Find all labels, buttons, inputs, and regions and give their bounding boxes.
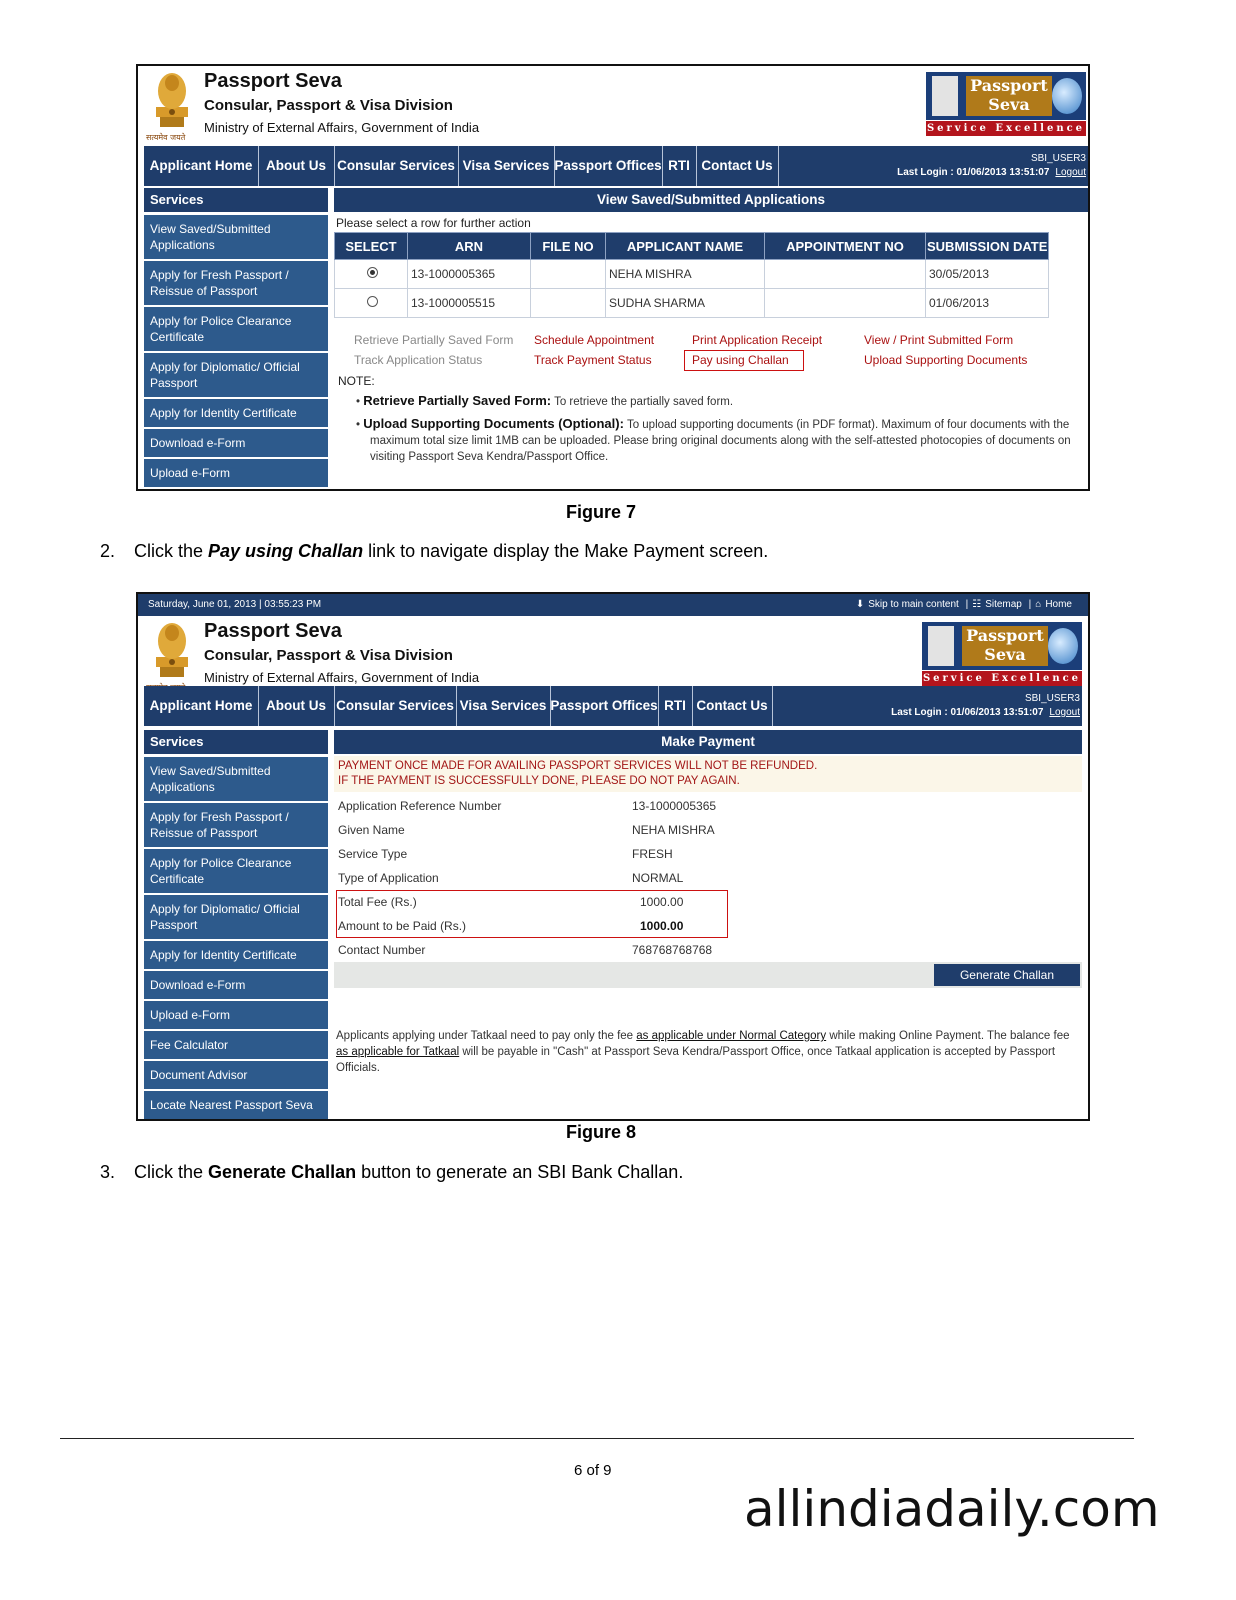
sidebar-item-download-eform[interactable]: Download e-Form <box>144 971 328 1001</box>
nav-contact-us[interactable]: Contact Us <box>696 146 779 186</box>
services-sidebar <box>144 188 328 489</box>
main-content <box>334 730 1082 1120</box>
sidebar-heading: Services <box>144 730 328 757</box>
link-pay-using-challan[interactable]: Pay using Challan <box>684 350 804 371</box>
passport-seva-logo <box>922 622 1082 686</box>
page-title: View Saved/Submitted Applications <box>334 188 1088 212</box>
note-title: Retrieve Partially Saved Form: <box>363 393 552 408</box>
field-row <box>334 938 1082 962</box>
field-row <box>334 842 1082 866</box>
refund-warning <box>334 756 1082 792</box>
services-sidebar <box>144 730 328 1121</box>
nav-passport-offices[interactable]: Passport Offices <box>550 686 659 726</box>
field-label: Contact Number <box>338 943 426 957</box>
sidebar-item-view-saved[interactable]: View Saved/Submitted Applications <box>144 757 328 803</box>
link-print-receipt[interactable]: Print Application Receipt <box>692 333 823 347</box>
last-login-time: 01/06/2013 13:51:07 <box>950 707 1044 718</box>
field-label: Amount to be Paid (Rs.) <box>338 919 467 933</box>
sitemap-icon: ☷ <box>972 599 982 610</box>
sidebar-item-identity-certificate[interactable]: Apply for Identity Certificate <box>144 941 328 971</box>
top-utility-bar: Saturday, June 01, 2013 | 03:55:23 PM ⬇ Skip to main content | ☷ Sitemap | ⌂ Home <box>138 594 1088 616</box>
step-2-number: 2. <box>100 541 116 561</box>
sidebar-item-police-clearance[interactable]: Apply for Police Clearance Certificate <box>144 307 328 353</box>
username: SBI_USER3 <box>1024 693 1080 704</box>
field-row <box>334 866 1082 890</box>
field-label: Given Name <box>338 823 405 837</box>
user-info <box>897 152 1086 180</box>
figure-8-screenshot <box>136 592 1090 1121</box>
division-name: Consular, Passport & Visa Division <box>204 647 453 664</box>
row-appointment <box>765 289 926 318</box>
step-2-text: Click the Pay using Challan link to navigate display the Make Payment screen. <box>134 541 769 561</box>
field-value: 13-1000005365 <box>632 799 717 813</box>
sidebar-item-download-eform[interactable]: Download e-Form <box>144 429 328 459</box>
sidebar-item-diplomatic-passport[interactable]: Apply for Diplomatic/ Official Passport <box>144 895 328 941</box>
table-row[interactable] <box>335 260 1049 289</box>
watermark: allindiadaily.com <box>744 1480 1160 1538</box>
tatkaal-fee-link[interactable]: as applicable for Tatkaal <box>336 1046 460 1058</box>
nav-rti[interactable]: RTI <box>658 686 693 726</box>
sidebar-item-locate-psk[interactable]: Locate Nearest Passport Seva <box>144 1091 328 1121</box>
main-nav <box>144 686 1082 726</box>
field-value: 1000.00 <box>640 919 684 933</box>
brand-block <box>204 70 479 135</box>
sidebar-item-view-saved[interactable]: View Saved/Submitted Applications <box>144 215 328 261</box>
footer-rule <box>60 1438 1134 1439</box>
col-appointment-no: APPOINTMENT NO <box>765 233 926 260</box>
row-select-radio[interactable] <box>367 296 378 307</box>
generate-challan-button[interactable]: Generate Challan <box>934 964 1080 986</box>
link-upload-documents[interactable]: Upload Supporting Documents <box>864 353 1028 367</box>
globe-icon <box>1052 78 1082 114</box>
step-3-emphasis: Generate Challan <box>208 1162 357 1182</box>
ministry-name: Ministry of External Affairs, Government of India <box>204 120 480 135</box>
field-value: 1000.00 <box>640 895 684 909</box>
note-title: Upload Supporting Documents (Optional): <box>363 416 624 431</box>
logo-line2: Seva <box>984 645 1026 664</box>
sidebar-item-fee-calculator[interactable]: Fee Calculator <box>144 1031 328 1061</box>
sidebar-heading: Services <box>144 188 328 215</box>
last-login-label: Last Login : <box>897 167 954 178</box>
emblem-small-icon <box>932 76 958 116</box>
row-file-no <box>531 289 606 318</box>
last-login-time: 01/06/2013 13:51:07 <box>956 167 1050 178</box>
field-label: Application Reference Number <box>338 799 502 813</box>
logo-line2: Seva <box>988 95 1030 114</box>
field-value: FRESH <box>632 847 673 861</box>
row-select-radio[interactable] <box>367 267 378 278</box>
link-retrieve-partially-saved[interactable]: Retrieve Partially Saved Form <box>354 333 514 347</box>
nav-consular-services[interactable]: Consular Services <box>334 146 459 186</box>
nav-about-us[interactable]: About Us <box>258 686 335 726</box>
col-file-no: FILE NO <box>531 233 606 260</box>
site-title: Passport Seva <box>204 620 342 642</box>
field-row <box>334 914 1082 938</box>
logo-line1: Passport <box>970 76 1048 95</box>
field-row <box>334 794 1082 818</box>
main-nav <box>144 146 1088 186</box>
sitemap-link[interactable]: Sitemap <box>985 599 1022 610</box>
figure-7-caption: Figure 7 <box>566 502 637 522</box>
col-applicant-name: APPLICANT NAME <box>606 233 765 260</box>
sidebar-item-fresh-passport[interactable]: Apply for Fresh Passport / Reissue of Passport <box>144 803 328 849</box>
table-row[interactable] <box>335 289 1049 318</box>
site-title: Passport Seva <box>204 70 342 92</box>
sidebar-item-diplomatic-passport[interactable]: Apply for Diplomatic/ Official Passport <box>144 353 328 399</box>
tatkaal-note: Applicants applying under Tatkaal need to pay only the fee as applicable under Normal Category while making Online Payment. The balance fee as applicable for Tatkaal will be payable in "Cash" at Passport Seva Kendra/Passport Office, once Tatkaal application is accepted by Passport Officials. <box>336 1030 1070 1074</box>
field-row <box>334 890 1082 914</box>
note-text: To upload supporting documents (in PDF format). Maximum of four documents with the maximum total size limit 1MB can be uploaded. Please bring original documents along with the self-attested photocopies of documents on visiting Passport Seva Kendra/Passport Office. <box>370 419 1071 463</box>
figure-7-screenshot <box>136 64 1090 491</box>
username: SBI_USER3 <box>1030 153 1086 164</box>
arrow-down-icon: ⬇ <box>855 599 865 610</box>
row-arn: 13-1000005365 <box>408 260 531 289</box>
col-select: SELECT <box>335 233 408 260</box>
row-arn: 13-1000005515 <box>408 289 531 318</box>
national-emblem-icon <box>146 619 198 693</box>
row-name: NEHA MISHRA <box>606 260 765 289</box>
warning-line-2: IF THE PAYMENT IS SUCCESSFULLY DONE, PLEASE DO NOT PAY AGAIN. <box>338 775 740 787</box>
sidebar-item-identity-certificate[interactable]: Apply for Identity Certificate <box>144 399 328 429</box>
note-label: NOTE: <box>338 374 375 388</box>
warning-line-1: PAYMENT ONCE MADE FOR AVAILING PASSPORT SERVICES WILL NOT BE REFUNDED. <box>338 760 818 772</box>
national-emblem-icon <box>146 69 198 143</box>
globe-icon <box>1048 628 1078 664</box>
field-label: Service Type <box>338 847 408 861</box>
nav-passport-offices[interactable]: Passport Offices <box>554 146 663 186</box>
sidebar-item-fresh-passport[interactable]: Apply for Fresh Passport / Reissue of Passport <box>144 261 328 307</box>
nav-applicant-home[interactable]: Applicant Home <box>144 146 259 186</box>
field-value: NORMAL <box>632 871 684 885</box>
logout-link[interactable]: Logout <box>1055 167 1086 178</box>
field-value: 768768768768 <box>632 943 713 957</box>
logo-tagline: Service Excellence <box>926 123 1086 134</box>
main-content <box>334 188 1088 488</box>
note-list: • Retrieve Partially Saved Form: To retrieve the partially saved form. • Upload Supporting Documents (Optional): To upload supporting documents (in PDF format). Maximum of four documents with the maximum total size limit 1MB can be uploaded. Please bring original documents along with the self-attested photocopies of documents on visiting Passport Seva Kendra/Passport Office. <box>356 393 1071 463</box>
row-appointment <box>765 260 926 289</box>
field-label: Type of Application <box>338 871 439 885</box>
sidebar-item-document-advisor[interactable]: Document Advisor <box>144 1061 328 1091</box>
field-row <box>334 818 1082 842</box>
step-3-number: 3. <box>100 1162 116 1182</box>
link-track-application[interactable]: Track Application Status <box>354 353 483 367</box>
brand-block <box>204 620 479 685</box>
page-title: Make Payment <box>334 730 1082 754</box>
nav-about-us[interactable]: About Us <box>258 146 335 186</box>
nav-consular-services[interactable]: Consular Services <box>334 686 457 726</box>
select-row-instruction: Please select a row for further action <box>336 216 531 230</box>
home-link[interactable]: Home <box>1045 599 1072 610</box>
figure-8-caption: Figure 8 <box>566 1122 637 1142</box>
sidebar-item-police-clearance[interactable]: Apply for Police Clearance Certificate <box>144 849 328 895</box>
note-text: To retrieve the partially saved form. <box>554 396 734 408</box>
row-date: 01/06/2013 <box>926 289 1049 318</box>
passport-seva-logo <box>926 72 1086 136</box>
nav-visa-services[interactable]: Visa Services <box>458 146 555 186</box>
nav-applicant-home[interactable]: Applicant Home <box>144 686 259 726</box>
nav-rti[interactable]: RTI <box>662 146 697 186</box>
field-value: NEHA MISHRA <box>632 823 715 837</box>
current-date-time: Saturday, June 01, 2013 | 03:55:23 PM <box>148 599 322 610</box>
emblem-small-icon <box>928 626 954 666</box>
sidebar-item-upload-eform[interactable]: Upload e-Form <box>144 459 328 489</box>
nav-contact-us[interactable]: Contact Us <box>692 686 773 726</box>
logout-link[interactable]: Logout <box>1049 707 1080 718</box>
division-name: Consular, Passport & Visa Division <box>204 97 453 114</box>
sidebar-item-upload-eform[interactable]: Upload e-Form <box>144 1001 328 1031</box>
logo-tagline: Service Excellence <box>922 673 1082 684</box>
normal-category-link[interactable]: as applicable under Normal Category <box>636 1030 827 1042</box>
last-login-label: Last Login : <box>891 707 948 718</box>
field-label: Total Fee (Rs.) <box>338 895 417 909</box>
site-header <box>138 66 1088 148</box>
link-track-payment[interactable]: Track Payment Status <box>534 353 652 367</box>
row-date: 30/05/2013 <box>926 260 1049 289</box>
home-icon: ⌂ <box>1035 599 1042 610</box>
col-arn: ARN <box>408 233 531 260</box>
step-2-emphasis: Pay using Challan <box>208 541 364 561</box>
col-submission-date: SUBMISSION DATE <box>926 233 1049 260</box>
row-name: SUDHA SHARMA <box>606 289 765 318</box>
emblem-caption: सत्यमेव जयते <box>146 133 186 142</box>
nav-visa-services[interactable]: Visa Services <box>456 686 551 726</box>
user-info <box>891 692 1080 720</box>
skip-to-content-link[interactable]: Skip to main content <box>868 599 959 610</box>
table-header-row <box>335 233 1049 260</box>
applications-table <box>334 232 1049 318</box>
link-view-print-form[interactable]: View / Print Submitted Form <box>864 333 1014 347</box>
row-file-no <box>531 260 606 289</box>
step-3-text: Click the Generate Challan button to generate an SBI Bank Challan. <box>134 1162 684 1182</box>
logo-line1: Passport <box>966 626 1044 645</box>
link-schedule-appointment[interactable]: Schedule Appointment <box>534 333 655 347</box>
ministry-name: Ministry of External Affairs, Government of India <box>204 670 480 685</box>
page-number: 6 of 9 <box>574 1462 612 1479</box>
